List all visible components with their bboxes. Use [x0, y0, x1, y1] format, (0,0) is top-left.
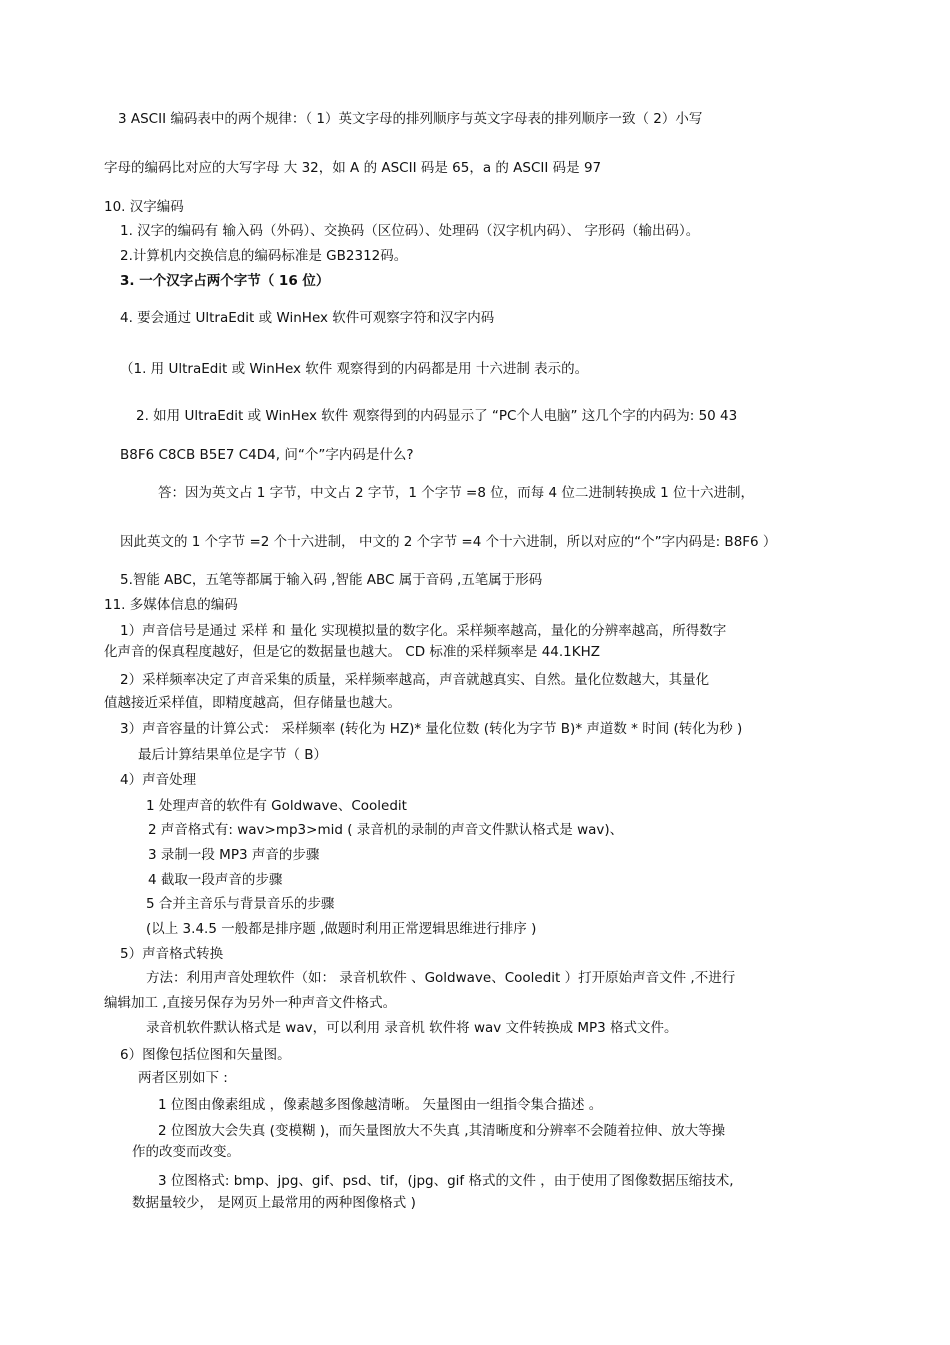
text-line: 作的改变而改变。 — [132, 1144, 240, 1160]
section-heading: 10. 汉字编码 — [104, 199, 184, 215]
text-line: 2 声音格式有: wav>mp3>mid ( 录音机的录制的声音文件默认格式是 wav)、 — [148, 822, 624, 838]
text-line: 4）声音处理 — [120, 772, 197, 788]
text-line: 值越接近采样值，即精度越高，但存储量也越大。 — [104, 695, 401, 711]
text-line: 6）图像包括位图和矢量图。 — [120, 1047, 291, 1063]
section-heading: 11. 多媒体信息的编码 — [104, 597, 238, 613]
text-line: 2.计算机内交换信息的编码标准是 GB2312码。 — [120, 248, 408, 264]
text-line: 答：因为英文占 1 字节，中文占 2 字节，1 个字节 =8 位，而每 4 位二进制转换成 1 位十六进制， — [158, 485, 755, 501]
text-line: B8F6 C8CB B5E7 C4D4, 问“个”字内码是什么? — [120, 447, 414, 463]
text-line: 化声音的保真程度越好，但是它的数据量也越大。 CD 标准的采样频率是 44.1KHZ — [104, 644, 601, 660]
text-line: 1. 汉字的编码有 输入码（外码）、交换码（区位码）、处理码（汉字机内码）、 字形码（输出码）。 — [120, 223, 700, 239]
text-line: 编辑加工 ,直接另保存为另外一种声音文件格式。 — [104, 995, 397, 1011]
text-line: 2 位图放大会失真 (变模糊 )，而矢量图放大不失真 ,其清晰度和分辨率不会随着拉伸、放大等操 — [158, 1123, 726, 1139]
text-line: 数据量较少， 是网页上最常用的两种图像格式 ) — [132, 1195, 416, 1211]
text-line: 5）声音格式转换 — [120, 946, 224, 962]
text-line: 3 ASCII 编码表中的两个规律：（ 1）英文字母的排列顺序与英文字母表的排列顺序一致（ 2）小写 — [118, 111, 703, 127]
text-line: 3. 一个汉字占两个字节（ 16 位） — [120, 273, 330, 289]
text-line: 两者区别如下 : — [138, 1070, 228, 1086]
text-line: 4 截取一段声音的步骤 — [148, 872, 283, 888]
text-line: 2. 如用 UltraEdit 或 WinHex 软件 观察得到的内码显示了 “PC个人电脑” 这几个字的内码为: 50 43 — [136, 408, 738, 424]
text-line: 3 位图格式: bmp、jpg、gif、psd、tif，(jpg、gif 格式的文件 ，由于使用了图像数据压缩技术, — [158, 1173, 734, 1189]
text-line: 最后计算结果单位是字节（ B） — [138, 747, 328, 763]
text-line: 因此英文的 1 个字节 =2 个十六进制， 中文的 2 个字节 =4 个十六进制，所以对应的“个”字内码是: B8F6 ） — [120, 534, 777, 550]
text-line: 3 录制一段 MP3 声音的步骤 — [148, 847, 320, 863]
text-line: 录音机软件默认格式是 wav，可以利用 录音机 软件将 wav 文件转换成 MP3 格式文件。 — [146, 1020, 678, 1036]
text-line: （1. 用 UltraEdit 或 WinHex 软件 观察得到的内码都是用 十六进制 表示的。 — [120, 361, 589, 377]
text-line: (以上 3.4.5 一般都是排序题 ,做题时利用正常逻辑思维进行排序 ) — [146, 921, 537, 937]
text-line: 3）声音容量的计算公式： 采样频率 (转化为 HZ)* 量化位数 (转化为字节 B)* 声道数 * 时间 (转化为秒 ) — [120, 721, 743, 737]
text-line: 1 处理声音的软件有 Goldwave、Cooledit — [146, 798, 407, 814]
text-line: 1 位图由像素组成 ，像素越多图像越清晰。 矢量图由一组指令集合描述 。 — [158, 1097, 603, 1113]
text-line: 5.智能 ABC，五笔等都属于输入码 ,智能 ABC 属于音码 ,五笔属于形码 — [120, 572, 543, 588]
text-line: 1）声音信号是通过 采样 和 量化 实现模拟量的数字化。采样频率越高，量化的分辨率越高，所得数字 — [120, 623, 727, 639]
text-line: 5 合并主音乐与背景音乐的步骤 — [146, 896, 335, 912]
text-line: 字母的编码比对应的大写字母 大 32，如 A 的 ASCII 码是 65，a 的 ASCII 码是 97 — [104, 160, 602, 176]
text-line: 方法：利用声音处理软件（如： 录音机软件 、Goldwave、Cooledit ）打开原始声音文件 ,不进行 — [146, 970, 736, 986]
text-line: 2）采样频率决定了声音采集的质量，采样频率越高，声音就越真实、自然。量化位数越大，其量化 — [120, 672, 710, 688]
text-line: 4. 要会通过 UltraEdit 或 WinHex 软件可观察字符和汉字内码 — [120, 310, 495, 326]
